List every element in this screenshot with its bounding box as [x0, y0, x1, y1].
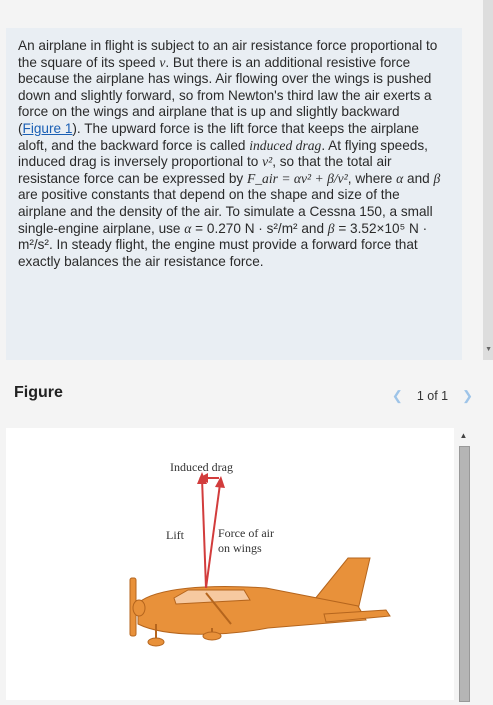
figure-scroll-up-icon[interactable]: ▲ [459, 431, 468, 440]
math-term: induced drag [249, 137, 322, 153]
text-segment: = 3.52×10⁵ N · m²/s². In steady flight, the engine must provide a forward force that exactly balances the air resistance force. [18, 220, 428, 269]
scroll-down-icon[interactable]: ▼ [485, 346, 492, 353]
figure-pager [392, 388, 473, 404]
label-induced-drag: Induced drag [170, 460, 233, 474]
pager-text: 1 of 1 [416, 389, 449, 403]
text-segment: and [403, 170, 434, 186]
text-segment: , so that the total air resistance force can be expressed by [18, 154, 392, 186]
label-on-wings: on wings [218, 541, 262, 555]
math-term: β [327, 220, 335, 236]
math-term: v [159, 54, 166, 70]
math-term: β [433, 170, 441, 186]
problem-statement [18, 38, 443, 270]
chevron-right-icon[interactable]: ❯ [462, 388, 473, 403]
text-segment: = 0.270 N · s²/m² and [191, 220, 328, 236]
spinner [133, 600, 145, 616]
figure-1-link[interactable]: Figure 1 [22, 120, 73, 136]
chevron-left-icon[interactable]: ❮ [391, 388, 403, 403]
math-term: v² [262, 154, 273, 170]
lift-arrow [202, 478, 206, 588]
figure-title: Figure [14, 384, 63, 401]
text-segment: , where [347, 170, 397, 186]
text-segment: are positive constants that depend on the shape and size of the airplane and the density of the air. To simulate a Cessna 150, a small single-engine airplane, use [18, 187, 433, 236]
figure-scrollbar[interactable] [459, 446, 470, 702]
text-segment: . At flying speeds, induced drag is inversely proportional to [18, 137, 428, 170]
nose-wheel [148, 638, 164, 646]
page-scrollbar[interactable] [483, 0, 493, 360]
text-segment: An airplane in flight is subject to an air resistance force proportional to the square of its speed [18, 38, 438, 70]
math-term: α [396, 170, 404, 186]
label-lift: Lift [166, 528, 184, 542]
math-term: F_air = αv² + β/v² [246, 170, 348, 186]
text-segment: . But there is an additional resistive force because the airplane has wings. Air flowing over the wings is pushed down and slightly forward, so from Newton's third law the air exerts a force on the wings and airplane that is up and slightly backward ( [18, 54, 432, 136]
math-term: α [184, 220, 192, 236]
text-segment: ). The upward force is the lift force that keeps the airplane aloft, and the backward force is called [18, 120, 419, 153]
figure-canvas [6, 428, 454, 700]
label-force-air: Force of air [218, 526, 274, 540]
main-wheel [203, 632, 221, 640]
